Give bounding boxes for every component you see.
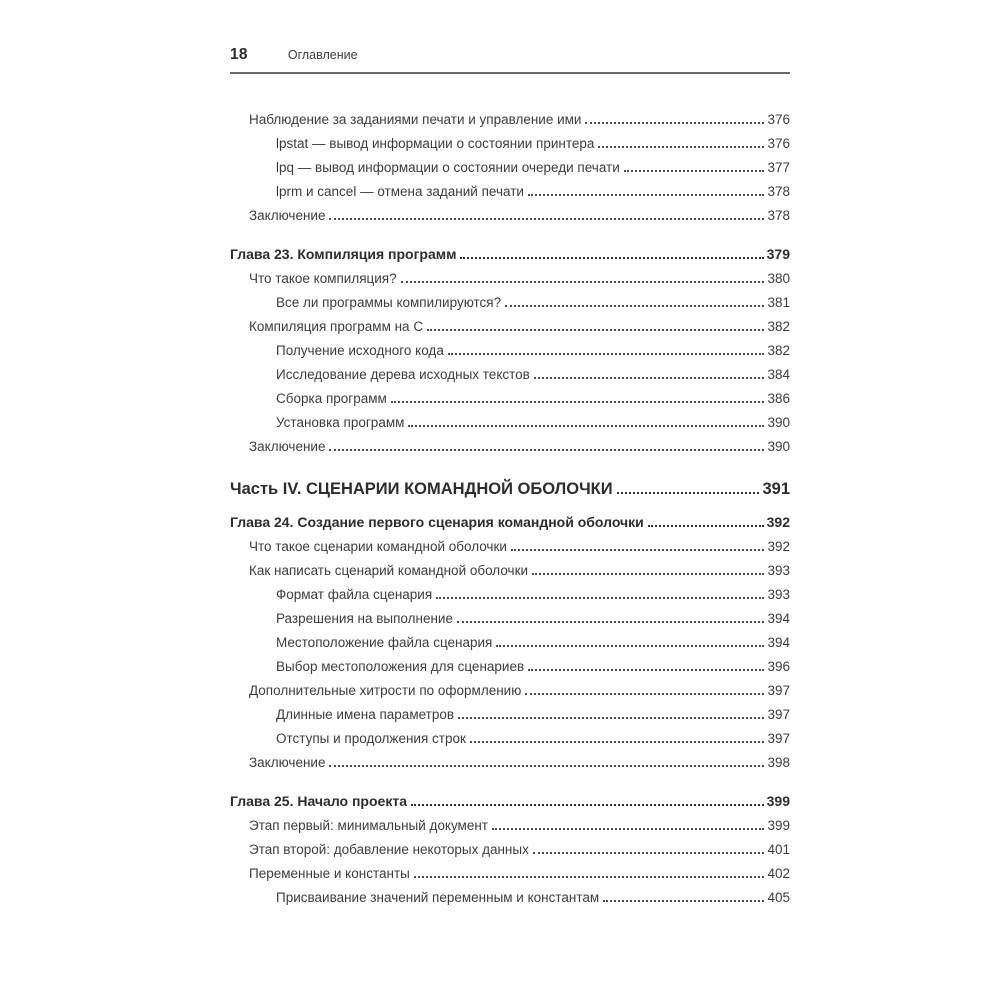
toc-entry-page-number: 392	[766, 514, 790, 530]
toc-entry-title: Заключение	[249, 439, 326, 454]
toc-entry-title: Получение исходного кода	[276, 343, 444, 358]
toc-entry-page-number: 397	[767, 707, 790, 722]
toc-entry	[230, 367, 790, 382]
toc-entry	[230, 136, 790, 151]
toc-entry-page-number: 405	[767, 890, 790, 905]
toc-entry-title: Установка программ	[276, 415, 405, 430]
toc-entry	[230, 295, 790, 310]
dot-leader	[401, 281, 765, 283]
dot-leader	[408, 425, 764, 427]
toc-entry	[230, 343, 790, 358]
toc-entry-page-number: 380	[767, 271, 790, 286]
toc-entry-title: Глава 23. Компиляция программ	[230, 246, 457, 262]
dot-leader	[492, 828, 764, 830]
toc-entry-title: Заключение	[249, 208, 326, 223]
toc-entry	[230, 731, 790, 746]
toc-entry-title: lprm и cancel — отмена заданий печати	[276, 184, 524, 199]
toc-entry	[230, 184, 790, 199]
toc-entry	[230, 707, 790, 722]
toc-entry	[230, 271, 790, 286]
toc-entry-title: Компиляция программ на C	[249, 319, 424, 334]
toc-entry-page-number: 399	[767, 818, 790, 833]
dot-leader	[525, 693, 764, 695]
toc-entry	[230, 208, 790, 223]
toc-entry-title: Все ли программы компилируются?	[276, 295, 502, 310]
toc-entry	[230, 247, 790, 262]
toc-entry-page-number: 378	[767, 208, 790, 223]
page-header	[230, 46, 790, 74]
toc-entry	[230, 611, 790, 626]
dot-leader	[458, 717, 764, 719]
toc-entry	[230, 563, 790, 578]
dot-leader	[532, 573, 764, 575]
dot-leader	[470, 741, 765, 743]
toc-entry-page-number: 379	[766, 246, 790, 262]
toc-entry-title: Как написать сценарий командной оболочки	[249, 563, 529, 578]
toc-entry	[230, 160, 790, 175]
running-page-number: 18	[230, 46, 248, 63]
toc-entry	[230, 319, 790, 334]
toc-entry-title: Формат файла сценария	[276, 587, 433, 602]
dot-leader	[533, 852, 765, 854]
toc-page	[230, 46, 790, 905]
toc-entry-page-number: 396	[767, 659, 790, 674]
dot-leader	[329, 218, 764, 220]
dot-leader	[391, 401, 765, 403]
dot-leader	[598, 146, 764, 148]
toc-entry-page-number: 390	[767, 439, 790, 454]
toc-entry-title: Длинные имена параметров	[276, 707, 455, 722]
toc-entry-title: Местоположение файла сценария	[276, 635, 493, 650]
toc-entry-title: Этап второй: добавление некоторых данных	[249, 842, 529, 857]
dot-leader	[427, 329, 764, 331]
toc-entry-page-number: 398	[767, 755, 790, 770]
dot-leader	[511, 549, 765, 551]
toc-entry-title: Этап первый: минимальный документ	[249, 818, 488, 833]
dot-leader	[414, 876, 765, 878]
toc-entry	[230, 439, 790, 454]
toc-entry-page-number: 384	[767, 367, 790, 382]
running-head-title: Оглавление	[287, 48, 358, 62]
dot-leader	[648, 525, 764, 527]
toc-entry	[230, 683, 790, 698]
toc-entry	[230, 635, 790, 650]
dot-leader	[534, 377, 765, 379]
toc-entry-title: Присваивание значений переменным и константам	[276, 890, 600, 905]
toc-entry-title: Разрешения на выполнение	[276, 611, 453, 626]
toc-entry-page-number: 377	[767, 160, 790, 175]
dot-leader	[460, 257, 763, 259]
dot-leader	[411, 804, 764, 806]
toc-entry	[230, 515, 790, 530]
dot-leader	[528, 669, 764, 671]
toc-entry-title: lpq — вывод информации о состоянии очереди печати	[276, 160, 620, 175]
toc-entry-page-number: 378	[767, 184, 790, 199]
dot-leader	[457, 621, 764, 623]
toc-entry	[230, 587, 790, 602]
toc-entry-page-number: 394	[767, 611, 790, 626]
toc-entry	[230, 755, 790, 770]
toc-entry	[230, 415, 790, 430]
toc-entry-title: Часть IV. СЦЕНАРИИ КОМАНДНОЙ ОБОЛОЧКИ	[230, 480, 613, 498]
toc-entry-page-number: 394	[767, 635, 790, 650]
dot-leader	[617, 492, 760, 494]
toc-entry-title: Заключение	[249, 755, 326, 770]
dot-leader	[496, 645, 764, 647]
dot-leader	[448, 353, 765, 355]
toc-entry-title: Отступы и продолжения строк	[276, 731, 466, 746]
toc-entry-page-number: 386	[767, 391, 790, 406]
toc-entry-page-number: 399	[766, 793, 790, 809]
dot-leader	[603, 900, 764, 902]
toc-entry-page-number: 397	[767, 683, 790, 698]
toc-entry-title: Глава 25. Начало проекта	[230, 793, 407, 809]
dot-leader	[528, 194, 765, 196]
toc-entry	[230, 480, 790, 498]
toc-entry	[230, 818, 790, 833]
toc-entry-title: Наблюдение за заданиями печати и управление ими	[249, 112, 582, 127]
toc-entry	[230, 391, 790, 406]
dot-leader	[585, 122, 764, 124]
toc-entry-page-number: 401	[767, 842, 790, 857]
toc-entry-title: Переменные и константы	[249, 866, 410, 881]
toc-entry-page-number: 391	[762, 480, 790, 498]
toc-entry-title: Сборка программ	[276, 391, 387, 406]
toc-entry-title: Что такое сценарии командной оболочки	[249, 539, 507, 554]
toc-entry-title: Что такое компиляция?	[249, 271, 397, 286]
toc-entry-page-number: 397	[767, 731, 790, 746]
toc-entry-page-number: 376	[767, 136, 790, 151]
dot-leader	[329, 765, 764, 767]
toc-entry-page-number: 376	[767, 112, 790, 127]
toc-list	[230, 112, 790, 905]
toc-entry	[230, 890, 790, 905]
toc-entry-page-number: 392	[767, 539, 790, 554]
toc-entry-page-number: 382	[767, 319, 790, 334]
toc-entry-title: Дополнительные хитрости по оформлению	[249, 683, 522, 698]
toc-entry	[230, 842, 790, 857]
dot-leader	[624, 170, 765, 172]
dot-leader	[505, 305, 764, 307]
toc-entry-page-number: 402	[767, 866, 790, 881]
toc-entry-page-number: 390	[767, 415, 790, 430]
toc-entry-title: Выбор местоположения для сценариев	[276, 659, 525, 674]
dot-leader	[329, 449, 764, 451]
toc-entry-title: Глава 24. Создание первого сценария командной оболочки	[230, 514, 644, 530]
toc-entry-page-number: 393	[767, 587, 790, 602]
toc-entry-page-number: 393	[767, 563, 790, 578]
toc-entry-title: Исследование дерева исходных текстов	[276, 367, 530, 382]
toc-entry	[230, 112, 790, 127]
toc-entry-page-number: 381	[767, 295, 790, 310]
toc-entry	[230, 866, 790, 881]
toc-entry	[230, 794, 790, 809]
toc-entry-title: lpstat — вывод информации о состоянии принтера	[276, 136, 595, 151]
toc-entry	[230, 659, 790, 674]
toc-entry	[230, 539, 790, 554]
dot-leader	[436, 597, 764, 599]
toc-entry-page-number: 382	[767, 343, 790, 358]
